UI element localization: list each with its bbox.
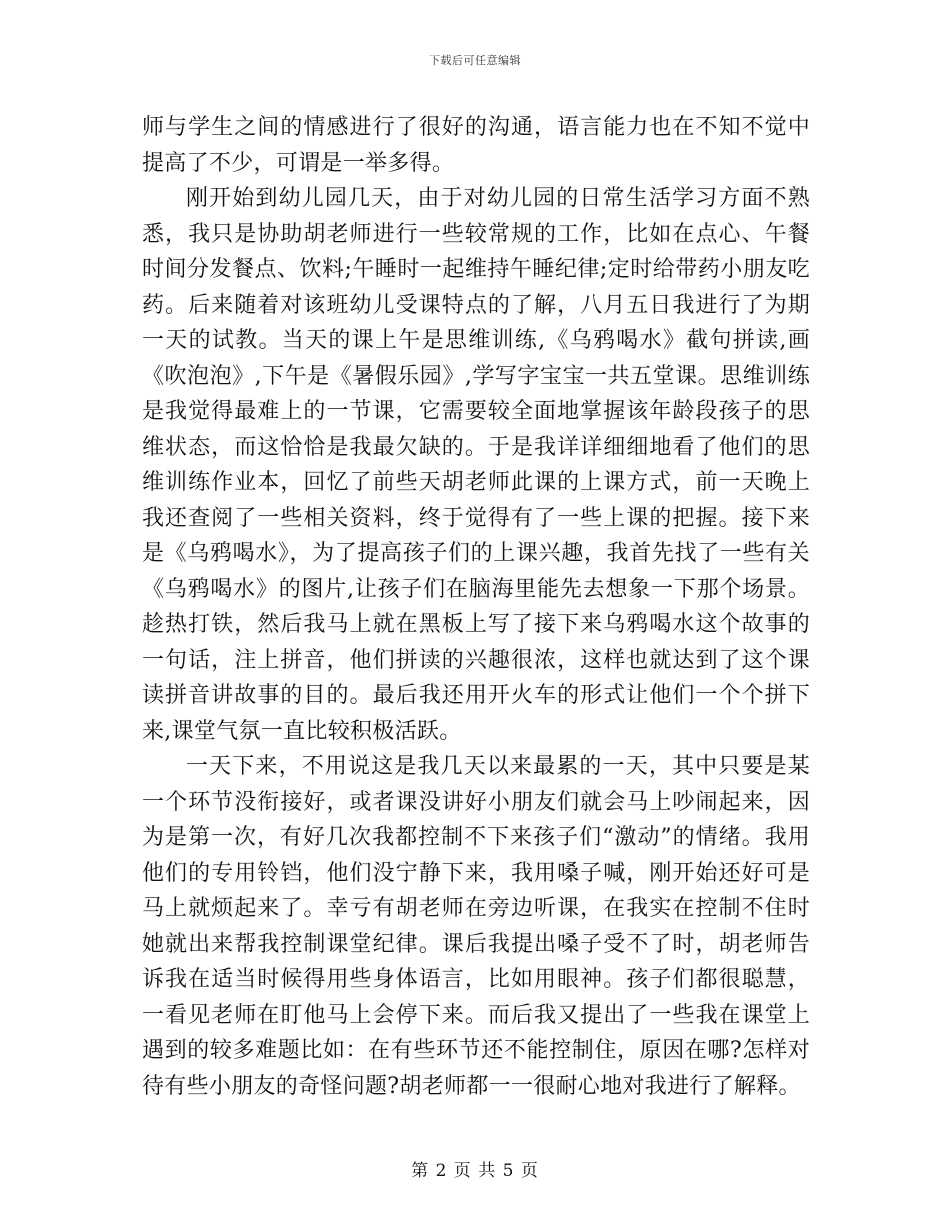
paragraph-continuation: 师与学生之间的情感进行了很好的沟通，语言能力也在不知不觉中提高了不少，可谓是一举多得。 (142, 115, 810, 176)
body-text (142, 110, 810, 1104)
page-header: 下载后可任意编辑 (429, 54, 521, 67)
page-footer: 第 2 页 共 5 页 (411, 1161, 539, 1181)
paragraph-trial-teaching: 刚开始到幼儿园几天，由于对幼儿园的日常生活学习方面不熟悉，我只是协助胡老师进行一些较常规的工作，比如在点心、午餐时间分发餐点、饮料;午睡时一起维持午睡纪律;定时给带药小朋友吃药。后来随着对该班幼儿受课特点的了解，八月五日我进行了为期一天的试教。当天的课上午是思维训练,《乌鸦喝水》截句拼读,画《吹泡泡》,下午是《暑假乐园》,学写字宝宝一共五堂课。思维训练是我觉得最难上的一节课，它需要较全面地掌握该年龄段孩子的思维状态，而这恰恰是我最欠缺的。于是我详详细细地看了他们的思维训练作业本，回忆了前些天胡老师此课的上课方式，前一天晚上我还查阅了一些相关资料，终于觉得有了一些上课的把握。接下来是《乌鸦喝水》，为了提高孩子们的上课兴趣，我首先找了一些有关《乌鸦喝水》的图片,让孩子们在脑海里能先去想象一下那个场景。趁热打铁，然后我马上就在黑板上写了接下来乌鸦喝水这个故事的一句话，注上拼音，他们拼读的兴趣很浓，这样也就达到了这个课读拼音讲故事的目的。最后我还用开火车的形式让他们一个个拼下来,课堂气氛一直比较积极活跃。 (142, 186, 810, 744)
paragraph-reflection: 一天下来，不用说这是我几天以来最累的一天，其中只要是某一个环节没衔接好，或者课没讲好小朋友们就会马上吵闹起来，因为是第一次，有好几次我都控制不下来孩子们“激动”的情绪。我用他们的专用铃铛，他们没宁静下来，我用嗓子喊，刚开始还好可是马上就烦起来了。幸亏有胡老师在旁边听课，在我实在控制不住时她就出来帮我控制课堂纪律。课后我提出嗓子受不了时，胡老师告诉我在适当时候得用些身体语言，比如用眼神。孩子们都很聪慧，一看见老师在盯他马上会停下来。而后我又提出了一些我在课堂上遇到的较多难题比如：在有些环节还不能控制住，原因在哪?怎样对待有些小朋友的奇怪问题?胡老师都一一很耐心地对我进行了解释。 (142, 754, 810, 1099)
